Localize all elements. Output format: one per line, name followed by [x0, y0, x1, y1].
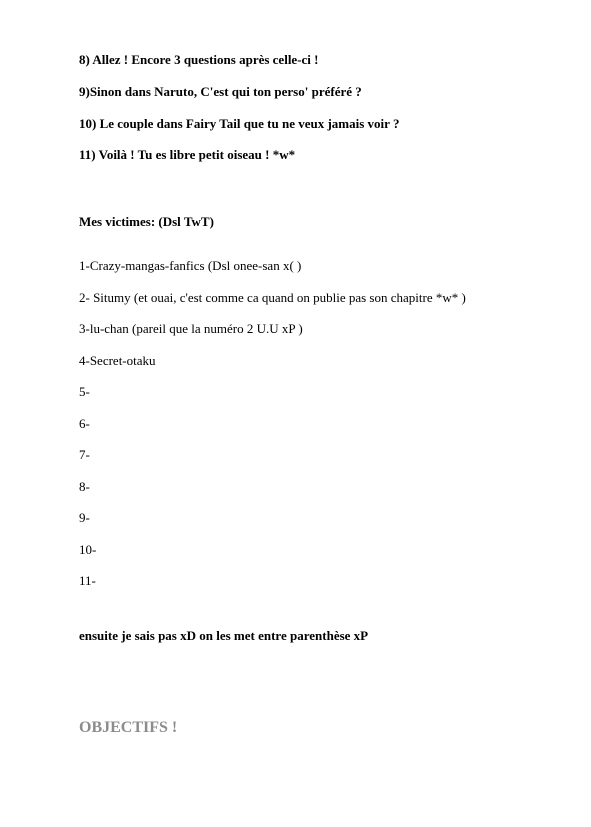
- victims-title: Mes victimes: (Dsl TwT): [79, 214, 214, 229]
- victim-item-2: 2- Situmy (et ouai, c'est comme ca quand on publie pas son chapitre *w* ): [79, 290, 466, 305]
- objectives-heading: OBJECTIFS !: [79, 719, 178, 736]
- victim-item-7: 7-: [79, 447, 90, 462]
- victim-item-6: 6-: [79, 416, 90, 431]
- victim-item-1: 1-Crazy-mangas-fanfics (Dsl onee-san x( ): [79, 258, 302, 273]
- question-8: 8) Allez ! Encore 3 questions après celle-ci !: [79, 52, 319, 67]
- victim-item-4: 4-Secret-otaku: [79, 353, 156, 368]
- question-9: 9)Sinon dans Naruto, C'est qui ton perso' préféré ?: [79, 84, 362, 99]
- question-10: 10) Le couple dans Fairy Tail que tu ne veux jamais voir ?: [79, 116, 400, 131]
- victim-item-8: 8-: [79, 479, 90, 494]
- question-11: 11) Voilà ! Tu es libre petit oiseau ! *w*: [79, 147, 296, 162]
- victim-item-10: 10-: [79, 542, 97, 557]
- victim-item-9: 9-: [79, 510, 90, 525]
- closing-note: ensuite je sais pas xD on les met entre parenthèse xP: [79, 628, 369, 643]
- victim-item-5: 5-: [79, 384, 90, 399]
- victim-item-11: 11-: [79, 573, 96, 588]
- victim-item-3: 3-lu-chan (pareil que la numéro 2 U.U xP ): [79, 321, 303, 336]
